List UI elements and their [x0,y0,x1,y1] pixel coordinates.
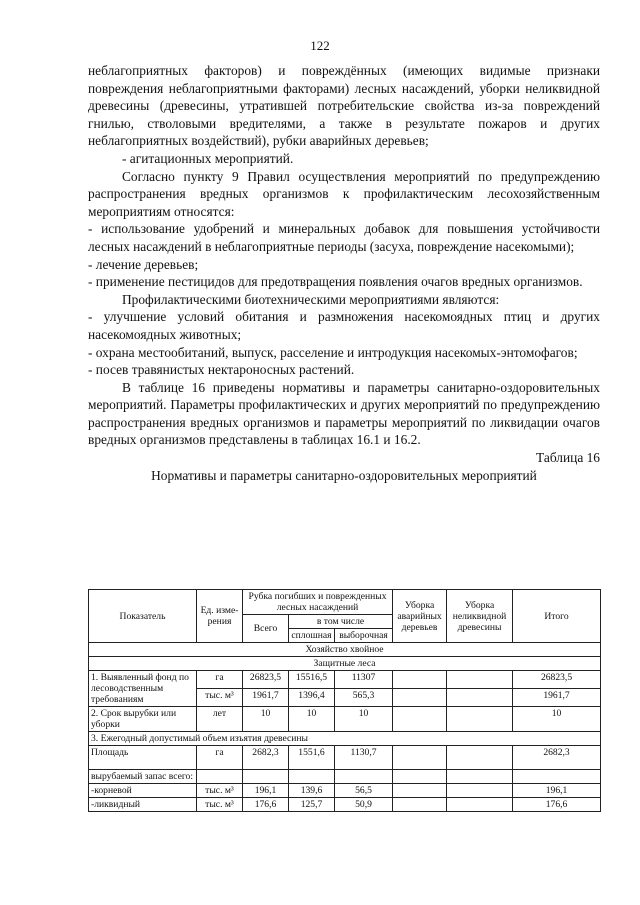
paragraph: неблагоприятных факторов) и повреждённых (имеющих видимые признаки повреждения неблагоприятными факторами) лесных насаждений, уборки неликвидной древесины (древесины, утратившей потребительские свойства из-за повреждений гнилью, стволовыми вредителями, а также в результате пожаров и других неблагоприятных воздействий), рубки аварийных деревьев; [88,63,600,149]
total-cell: 196,1 [243,784,289,798]
selective-cell: 50,9 [335,798,393,812]
selective-cell: 565,3 [335,689,393,707]
hazard-cell [393,798,447,812]
header-unit: Ед. изме-рения [197,590,243,643]
empty-cell [243,770,289,784]
illiquid-cell [447,689,513,707]
illiquid-cell [447,784,513,798]
total-cell: 176,6 [243,798,289,812]
list-item: - лечение деревьев; [88,256,199,272]
table-row [89,707,601,732]
table-label: Таблица 16 [536,450,600,466]
illiquid-cell [447,671,513,689]
itogo-cell: 10 [513,707,601,732]
paragraph: - агитационных мероприятий. [122,150,294,166]
header-felling-total: Всего [243,615,289,643]
unit-cell: тыс. м³ [197,689,243,707]
empty-cell [289,770,335,784]
table-section-row [89,643,601,657]
itogo-cell: 196,1 [513,784,601,798]
section-volume: 3. Ежегодный допустимый объем изъятия древесины [89,732,601,746]
selective-cell: 10 [335,707,393,732]
header-hazard-trees: Уборка аварийных деревьев [393,590,447,643]
clear-cell: 1551,6 [289,746,335,770]
clear-cell: 15516,5 [289,671,335,689]
selective-cell: 56,5 [335,784,393,798]
list-item: - использование удобрений и минеральных добавок для повышения устойчивости лесных насаждений в неблагоприятные периоды (засуха, повреждение насекомыми); [88,221,600,254]
clear-cell: 10 [289,707,335,732]
header-illiquid-wood: Уборка неликвидной древесины [447,590,513,643]
header-selective: выборочная [335,629,393,643]
unit-cell: тыс. м³ [197,784,243,798]
hazard-cell [393,671,447,689]
table-row [89,798,601,812]
hazard-cell [393,689,447,707]
paragraph: Профилактическими биотехническими мероприятиями являются: [122,291,500,307]
itogo-cell: 176,6 [513,798,601,812]
empty-cell [335,770,393,784]
header-felling: Рубка погибших и поврежденных лесных насаждений [243,590,393,615]
section-forest: Защитные леса [89,657,601,671]
itogo-cell: 1961,7 [513,689,601,707]
total-cell: 26823,5 [243,671,289,689]
header-including: в том числе [289,615,393,629]
unit-cell: лет [197,707,243,732]
table-section-row [89,732,601,746]
list-item: - посев травянистых нектароносных растений. [88,362,355,378]
unit-cell: га [197,746,243,770]
selective-cell: 1130,7 [335,746,393,770]
empty-cell [513,770,601,784]
hazard-cell [393,707,447,732]
table-row [89,784,601,798]
total-cell: 2682,3 [243,746,289,770]
row-label: Площадь [89,746,197,770]
total-cell: 10 [243,707,289,732]
unit-cell: га [197,671,243,689]
clear-cell: 1396,4 [289,689,335,707]
table-row [89,770,601,784]
total-cell: 1961,7 [243,689,289,707]
illiquid-cell [447,746,513,770]
list-item: - применение пестицидов для предотвращения появления очагов вредных организмов. [88,274,583,290]
row-label: -корневой [89,784,197,798]
empty-cell [447,770,513,784]
list-item: - улучшение условий обитания и размножения насекомоядных птиц и других насекомоядных животных; [88,309,600,342]
selective-cell: 11307 [335,671,393,689]
table-row [89,746,601,770]
unit-cell: тыс. м³ [197,798,243,812]
empty-cell [197,770,243,784]
list-item: - охрана местообитаний, выпуск, расселение и интродукция насекомых-энтомофагов; [88,344,578,360]
paragraph: Согласно пункту 9 Правил осуществления мероприятий по предупреждению распространения вредных организмов к профилактическим лесохозяйственным мероприятиям относятся: [88,168,600,219]
clear-cell: 139,6 [289,784,335,798]
paragraph: В таблице 16 приведены нормативы и параметры санитарно-оздоровительных мероприятий. Параметры профилактических и других мероприятий по предупреждению распространения вредных организмов и параметры мероприятий по ликвидации очагов вредных организмов представлены в таблицах 16.1 и 16.2. [88,379,600,448]
section-farm: Хозяйство хвойное [89,643,601,657]
table-title: Нормативы и параметры санитарно-оздоровительных мероприятий [151,467,537,483]
table-row [89,671,601,689]
data-table [88,589,601,812]
body-text [88,62,600,484]
row-label: 2. Срок вырубки или уборки [89,707,197,732]
row-label: 1. Выявленный фонд по лесоводственным требованиям [89,671,197,707]
page-number: 122 [310,38,330,53]
empty-cell [393,770,447,784]
illiquid-cell [447,707,513,732]
row-label: вырубаемый запас всего: [89,770,197,784]
clear-cell: 125,7 [289,798,335,812]
row-label: -ликвидный [89,798,197,812]
header-indicator: Показатель [89,590,197,643]
table-section-row [89,657,601,671]
table-header-row [89,590,601,615]
table-container [88,589,600,812]
illiquid-cell [447,798,513,812]
itogo-cell: 26823,5 [513,671,601,689]
itogo-cell: 2682,3 [513,746,601,770]
header-total: Итого [513,590,601,643]
hazard-cell [393,784,447,798]
hazard-cell [393,746,447,770]
header-clear: сплошная [289,629,335,643]
